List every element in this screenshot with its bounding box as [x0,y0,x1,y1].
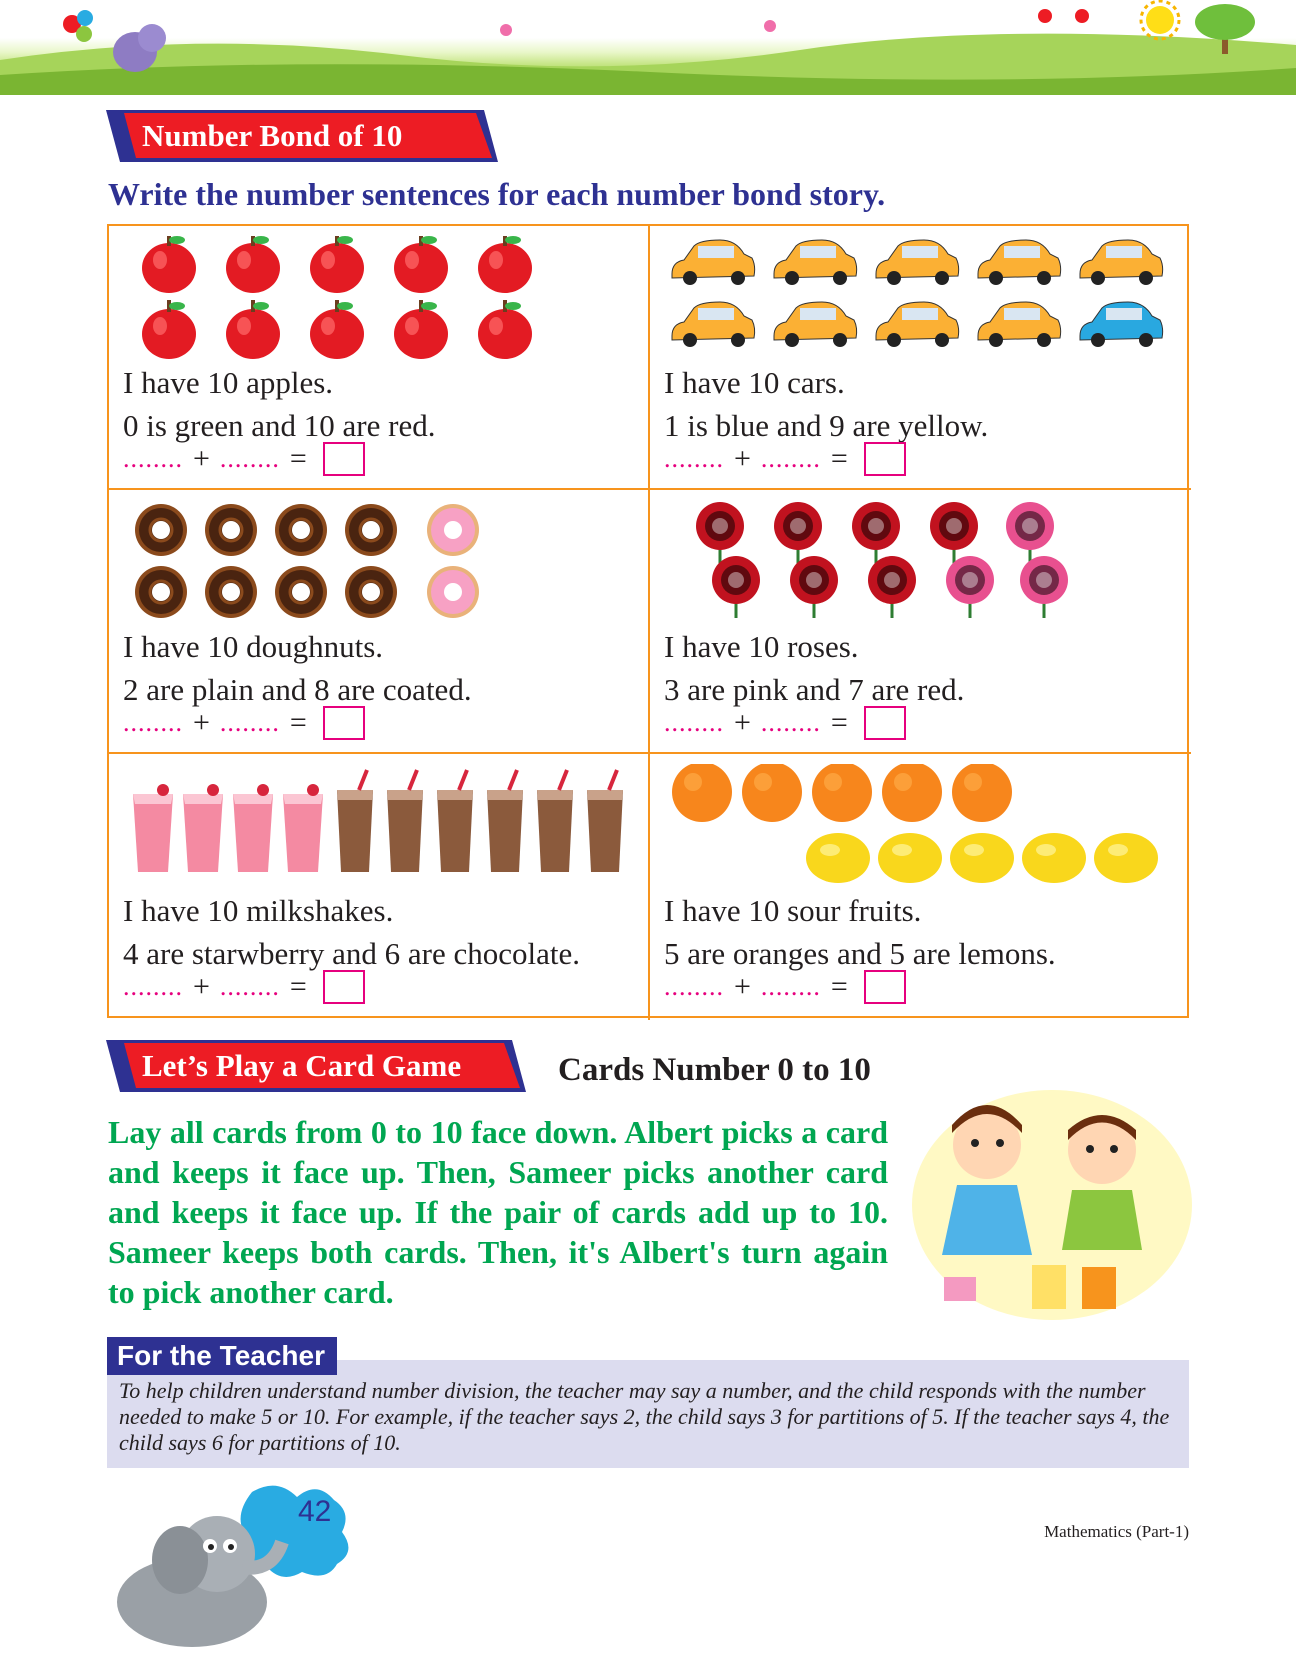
story-line1: I have 10 apples. [123,365,334,400]
page-number: 42 [298,1495,332,1528]
doughnuts-icon [123,500,643,625]
blank-addend-b[interactable]: ........ [760,972,821,1001]
card-icon [1082,1267,1116,1309]
roses-icon [664,500,1184,625]
story-line1: I have 10 roses. [664,629,859,664]
story-line2: 5 are oranges and 5 are lemons. [664,936,1056,971]
story-line2: 1 is blue and 9 are yellow. [664,408,989,443]
card-game-title: Let’s Play a Card Game [142,1048,462,1083]
story-sour-fruits [650,754,1191,1020]
plus-sign: + [193,706,210,739]
story-line2: 2 are plain and 8 are coated. [123,672,472,707]
milkshakes-icon [123,764,643,889]
plus-sign: + [734,442,751,475]
story-cars [650,226,1191,490]
equals-sign: = [289,970,307,1003]
story-apples [109,226,650,490]
blank-addend-b[interactable]: ........ [760,444,821,473]
sun-icon [1141,1,1179,39]
story-line1: I have 10 cars. [664,365,845,400]
story-line2: 4 are starwberry and 6 are chocolate. [123,936,581,971]
children-playing-cards-illustration [912,1085,1202,1330]
number-bond-grid [107,224,1189,1018]
plus-sign: + [734,706,751,739]
number-sentence [123,706,365,740]
card-icon [1032,1265,1066,1309]
answer-box[interactable] [864,970,906,1004]
number-sentence [664,442,906,476]
equals-sign: = [830,442,848,475]
plus-sign: + [193,970,210,1003]
story-line1: I have 10 doughnuts. [123,629,384,664]
teacher-note-box [107,1360,1189,1468]
blank-addend-b[interactable]: ........ [219,972,280,1001]
equals-sign: = [289,706,307,739]
balloon-icon [63,10,93,42]
card-game-instructions: Lay all cards from 0 to 10 face down. Albert picks a card and keeps it face up. Then, Sameer picks another card and keeps it face up. If the pair of cards add up to 10. Sameer keeps both cards. Then, it's Albert's turn again to pick another card. [108,1114,888,1310]
teacher-note: To help children understand number division, the teacher may say a number, and the child responds with the number needed to make 5 or 10. For example, if the teacher says 2, the child says 3 for partitions of 5. If the teacher says 4, the child says 6 for partitions of 10. [119,1378,1170,1455]
apples-icon [123,236,643,361]
answer-box[interactable] [323,706,365,740]
story-doughnuts [109,490,650,754]
elephant-mascot-illustration [102,1472,382,1656]
blank-addend-b[interactable]: ........ [219,708,280,737]
answer-box[interactable] [864,706,906,740]
equals-sign: = [830,970,848,1003]
header-banner [0,0,1296,95]
book-title: Mathematics (Part-1) [1044,1522,1189,1541]
section-title-tag [106,110,498,162]
blank-addend-a[interactable]: ........ [123,444,183,473]
plus-sign: + [193,442,210,475]
flower-icon [500,9,1089,36]
plus-sign: + [734,970,751,1003]
card-game-tag [106,1040,526,1092]
blank-addend-b[interactable]: ........ [760,708,821,737]
card-icon [944,1277,976,1301]
story-line2: 0 is green and 10 are red. [123,408,436,443]
story-line2: 3 are pink and 7 are red. [664,672,965,707]
blank-addend-a[interactable]: ........ [123,708,183,737]
section-title: Number Bond of 10 [142,118,403,153]
blank-addend-a[interactable]: ........ [123,972,183,1001]
answer-box[interactable] [864,442,906,476]
for-the-teacher-label: For the Teacher [107,1337,337,1375]
answer-box[interactable] [323,970,365,1004]
cards-subtitle: Cards Number 0 to 10 [558,1052,871,1088]
number-sentence [123,442,365,476]
fruits-icon [664,764,1184,889]
number-sentence [664,970,906,1004]
blank-addend-b[interactable]: ........ [219,444,280,473]
equals-sign: = [830,706,848,739]
story-roses [650,490,1191,754]
number-sentence [664,706,906,740]
answer-box[interactable] [323,442,365,476]
story-line1: I have 10 sour fruits. [664,893,922,928]
number-sentence [123,970,365,1004]
blank-addend-a[interactable]: ........ [664,708,724,737]
blank-addend-a[interactable]: ........ [664,444,724,473]
meadow-illustration [0,0,1296,95]
story-milkshakes [109,754,650,1020]
story-line1: I have 10 milkshakes. [123,893,394,928]
equals-sign: = [289,442,307,475]
instruction: Write the number sentences for each number bond story. [108,176,886,212]
cars-icon [664,236,1184,361]
blank-addend-a[interactable]: ........ [664,972,724,1001]
